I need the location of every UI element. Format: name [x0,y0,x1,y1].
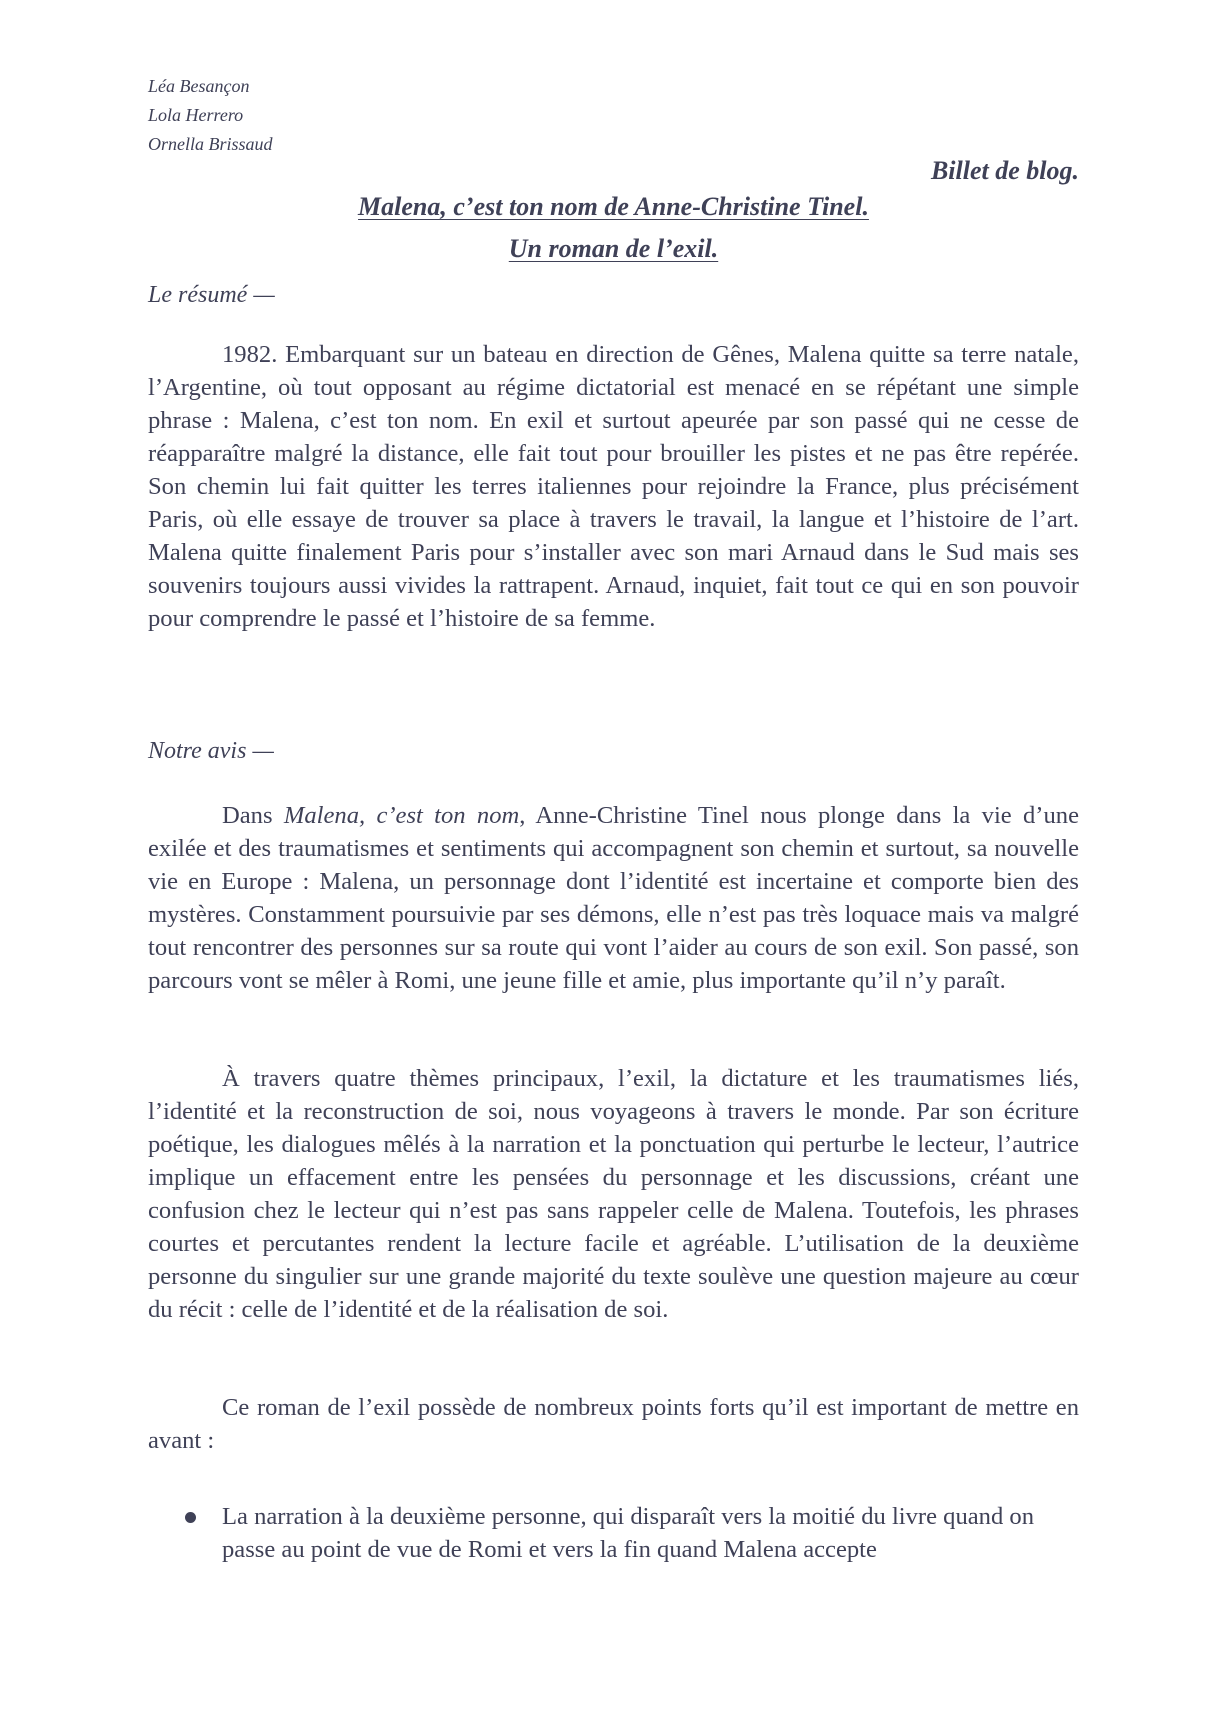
text-span: , Anne-Christine Tinel nous plonge dans la vie d’une exilée et des traumatismes et sentiments qui accompagnent son chemin et surtout, sa nouvelle vie en Europe : Malena, un personnage dont l’identité est incertaine et comporte bien des mystères. Constamment poursuivie par ses démons, elle n’est pas très loquace mais va malgré tout rencontrer des personnes sur sa route qui vont l’aider au cours de son exil. Son passé, son parcours vont se mêler à Romi, une jeune fille et amie, plus importante qu’il n’y paraît. [148,802,1079,994]
book-title-emphasis: Malena, c’est ton nom [283,802,520,829]
opinion-heading: Notre avis — [148,738,274,764]
summary-heading: Le résumé — [148,282,275,308]
author-name: Ornella Brissaud [148,134,273,154]
opinion-paragraph-1 [148,799,1079,997]
document-title: Malena, c’est ton nom de Anne-Christine Tinel. [358,192,869,221]
text-span: Dans [222,802,284,829]
list-item-text: La narration à la deuxième personne, qui disparaît vers la moitié du livre quand on passe au point de vue de Romi et vers la fin quand Malena accepte [222,1503,1035,1563]
opinion-paragraph-3: Ce roman de l’exil possède de nombreux points forts qu’il est important de mettre en avant : [148,1394,1079,1454]
author-list [148,72,273,159]
document-type-label: Billet de blog. [930,156,1079,185]
document-subtitle: Un roman de l’exil. [508,234,719,263]
opinion-paragraph-2: À travers quatre thèmes principaux, l’exil, la dictature et les traumatismes liés, l’identité et la reconstruction de soi, nous voyageons à travers le monde. Par son écriture poétique, les dialogues mêlés à la narration et la ponctuation qui perturbe le lecteur, l’autrice implique un effacement entre les pensées du personnage et les discussions, créant une confusion chez le lecteur qui n’est pas sans rappeler celle de Malena. Toutefois, les phrases courtes et percutantes rendent la lecture facile et agréable. L’utilisation de la deuxième personne du singulier sur une grande majorité du texte soulève une question majeure au cœur du récit : celle de l’identité et de la réalisation de soi. [148,1065,1079,1323]
author-name: Lola Herrero [148,105,244,125]
list-item [148,1500,1079,1566]
strengths-list [148,1500,1079,1566]
summary-paragraph: 1982. Embarquant sur un bateau en direction de Gênes, Malena quitte sa terre natale, l’Argentine, où tout opposant au régime dictatorial est menacé en se répétant une simple phrase : Malena, c’est ton nom. En exil et surtout apeurée par son passé qui ne cesse de réapparaître malgré la distance, elle fait tout pour brouiller les pistes et ne pas être repérée. Son chemin lui fait quitter les terres italiennes pour rejoindre la France, plus précisément Paris, où elle essaye de trouver sa place à travers le travail, la langue et l’histoire de l’art. Malena quitte finalement Paris pour s’installer avec son mari Arnaud dans le Sud mais ses souvenirs toujours aussi vivides la rattrapent. Arnaud, inquiet, fait tout ce qui en son pouvoir pour comprendre le passé et l’histoire de sa femme. [148,341,1079,632]
bullet-icon [185,1512,196,1523]
author-name: Léa Besançon [148,76,250,96]
